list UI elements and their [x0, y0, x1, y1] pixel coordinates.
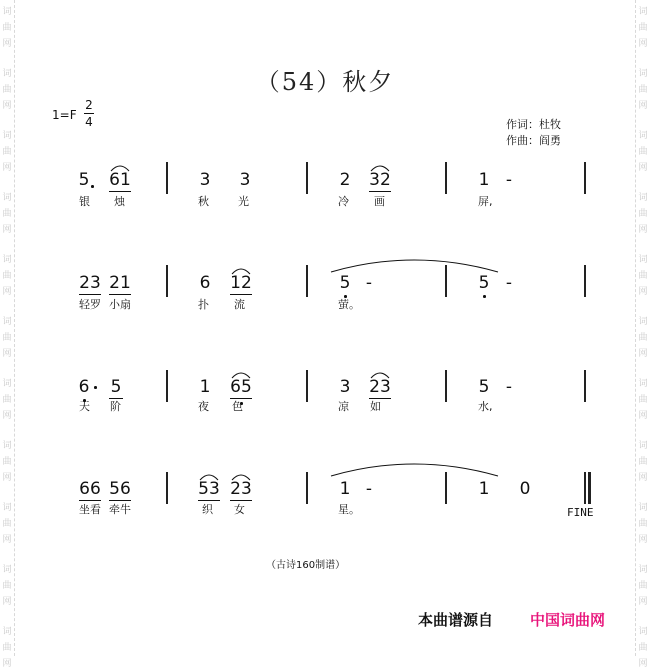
note: 21: [109, 273, 131, 293]
lyric: 织: [202, 503, 213, 516]
watermark-glyph: 网: [2, 39, 12, 49]
lyric: 烛: [114, 195, 125, 208]
time-signature: [84, 98, 94, 129]
watermark-glyph: 网: [2, 411, 12, 421]
watermark-glyph: 曲: [2, 147, 12, 157]
note: 5: [339, 273, 351, 293]
watermark-glyph: 词: [2, 131, 12, 141]
watermark-glyph: 网: [2, 349, 12, 359]
source-site-link[interactable]: 中国词曲网: [530, 611, 606, 629]
time-signature-bottom: 4: [85, 115, 93, 129]
watermark-glyph: 词: [2, 69, 12, 79]
watermark-glyph: 词: [2, 503, 12, 513]
lyric: 夜: [198, 400, 209, 413]
lyric: 秋: [198, 195, 209, 208]
lyric: 银: [79, 195, 90, 208]
lyric: 水,: [478, 400, 493, 413]
note: 56: [109, 479, 131, 499]
lyricist-credit: 作词：杜牧: [506, 118, 561, 131]
watermark-glyph: 曲: [638, 209, 648, 219]
note: -: [505, 273, 513, 293]
watermark-glyph: 网: [2, 163, 12, 173]
watermark-glyph: 词: [638, 441, 648, 451]
watermark-glyph: 词: [638, 255, 648, 265]
watermark-glyph: 曲: [638, 395, 648, 405]
watermark-glyph: 词: [638, 565, 648, 575]
watermark-glyph: 网: [638, 163, 648, 173]
watermark-glyph: 词: [2, 7, 12, 17]
watermark-glyph: 曲: [2, 85, 12, 95]
lyric: 流: [234, 298, 245, 311]
note: 3: [199, 170, 211, 190]
note: 65: [230, 377, 252, 397]
watermark-glyph: 网: [638, 411, 648, 421]
watermark-glyph: 网: [638, 287, 648, 297]
key-signature: 1=F: [52, 108, 77, 122]
fine-marker: FINE: [567, 506, 594, 519]
watermark-glyph: 网: [638, 473, 648, 483]
watermark-glyph: 曲: [2, 581, 12, 591]
note: 1: [339, 479, 351, 499]
watermark-glyph: 词: [638, 7, 648, 17]
note: 12: [230, 273, 252, 293]
lyric: 坐看: [79, 503, 101, 516]
note: 61: [109, 170, 131, 190]
note: 32: [369, 170, 391, 190]
footnote: （古诗160制谱）: [266, 560, 346, 571]
note: 1: [478, 479, 490, 499]
right-watermark-strip: [635, 0, 650, 669]
lyric: 女: [234, 503, 245, 516]
watermark-glyph: 词: [638, 503, 648, 513]
note: 23: [369, 377, 391, 397]
lyric: 凉: [338, 400, 349, 413]
note: 23: [79, 273, 101, 293]
note: 5: [478, 273, 490, 293]
note: 23: [230, 479, 252, 499]
watermark-glyph: 词: [638, 379, 648, 389]
watermark-glyph: 网: [638, 349, 648, 359]
note: 3: [239, 170, 251, 190]
watermark-glyph: 词: [638, 317, 648, 327]
watermark-glyph: 词: [2, 317, 12, 327]
watermark-glyph: 词: [2, 379, 12, 389]
lyric: 天: [79, 400, 90, 413]
lyric: 牵牛: [109, 503, 131, 516]
watermark-glyph: 词: [2, 255, 12, 265]
lyric: 阶: [110, 400, 121, 413]
note: 3: [339, 377, 351, 397]
lyric: 星。: [338, 503, 360, 516]
watermark-glyph: 网: [2, 659, 12, 669]
score-title: （54）秋夕: [255, 68, 395, 96]
note: 5: [78, 170, 90, 190]
note: 1: [199, 377, 211, 397]
watermark-glyph: 词: [2, 441, 12, 451]
watermark-glyph: 曲: [638, 333, 648, 343]
composer-credit: 作曲：阎勇: [506, 134, 561, 147]
watermark-glyph: 网: [638, 535, 648, 545]
note: 5: [478, 377, 490, 397]
lyric: 冷: [338, 195, 349, 208]
watermark-glyph: 网: [2, 101, 12, 111]
watermark-glyph: 曲: [638, 581, 648, 591]
note: 6: [78, 377, 90, 397]
time-signature-top: 2: [85, 98, 93, 112]
note: -: [365, 273, 373, 293]
watermark-glyph: 网: [638, 225, 648, 235]
watermark-glyph: 网: [2, 225, 12, 235]
watermark-glyph: 网: [638, 597, 648, 607]
watermark-glyph: 词: [2, 565, 12, 575]
lyric: 轻罗: [79, 298, 101, 311]
lyric: 色: [232, 400, 243, 413]
watermark-glyph: 曲: [638, 85, 648, 95]
watermark-glyph: 词: [638, 627, 648, 637]
note: -: [505, 170, 513, 190]
note: 53: [198, 479, 220, 499]
watermark-glyph: 曲: [638, 643, 648, 653]
lyric: 萤。: [338, 298, 360, 311]
watermark-glyph: 曲: [2, 395, 12, 405]
watermark-glyph: 网: [638, 39, 648, 49]
lyric: 屏,: [478, 195, 493, 208]
watermark-glyph: 曲: [2, 333, 12, 343]
watermark-glyph: 曲: [2, 643, 12, 653]
watermark-glyph: 词: [2, 627, 12, 637]
watermark-glyph: 曲: [638, 271, 648, 281]
note: 2: [339, 170, 351, 190]
watermark-glyph: 词: [638, 69, 648, 79]
lyric: 光: [238, 195, 249, 208]
watermark-glyph: 词: [638, 193, 648, 203]
watermark-glyph: 曲: [2, 519, 12, 529]
watermark-glyph: 词: [2, 193, 12, 203]
watermark-glyph: 曲: [638, 519, 648, 529]
note: -: [505, 377, 513, 397]
watermark-glyph: 曲: [638, 23, 648, 33]
left-watermark-strip: [0, 0, 15, 669]
note: 1: [478, 170, 490, 190]
watermark-glyph: 网: [2, 287, 12, 297]
note: 5: [110, 377, 122, 397]
lyric: 如: [370, 400, 381, 413]
source-label: 本曲谱源自: [418, 611, 494, 629]
watermark-glyph: 曲: [2, 271, 12, 281]
note: 0: [519, 479, 531, 499]
lyric: 画: [374, 195, 385, 208]
watermark-glyph: 网: [638, 659, 648, 669]
watermark-glyph: 词: [638, 131, 648, 141]
lyric: 扑: [198, 298, 209, 311]
watermark-glyph: 曲: [638, 457, 648, 467]
note: -: [365, 479, 373, 499]
note: 6: [199, 273, 211, 293]
watermark-glyph: 网: [638, 101, 648, 111]
watermark-glyph: 曲: [638, 147, 648, 157]
watermark-glyph: 网: [2, 597, 12, 607]
watermark-glyph: 网: [2, 473, 12, 483]
watermark-glyph: 曲: [2, 209, 12, 219]
note: 66: [79, 479, 101, 499]
watermark-glyph: 曲: [2, 23, 12, 33]
watermark-glyph: 曲: [2, 457, 12, 467]
watermark-glyph: 网: [2, 535, 12, 545]
lyric: 小扇: [109, 298, 131, 311]
